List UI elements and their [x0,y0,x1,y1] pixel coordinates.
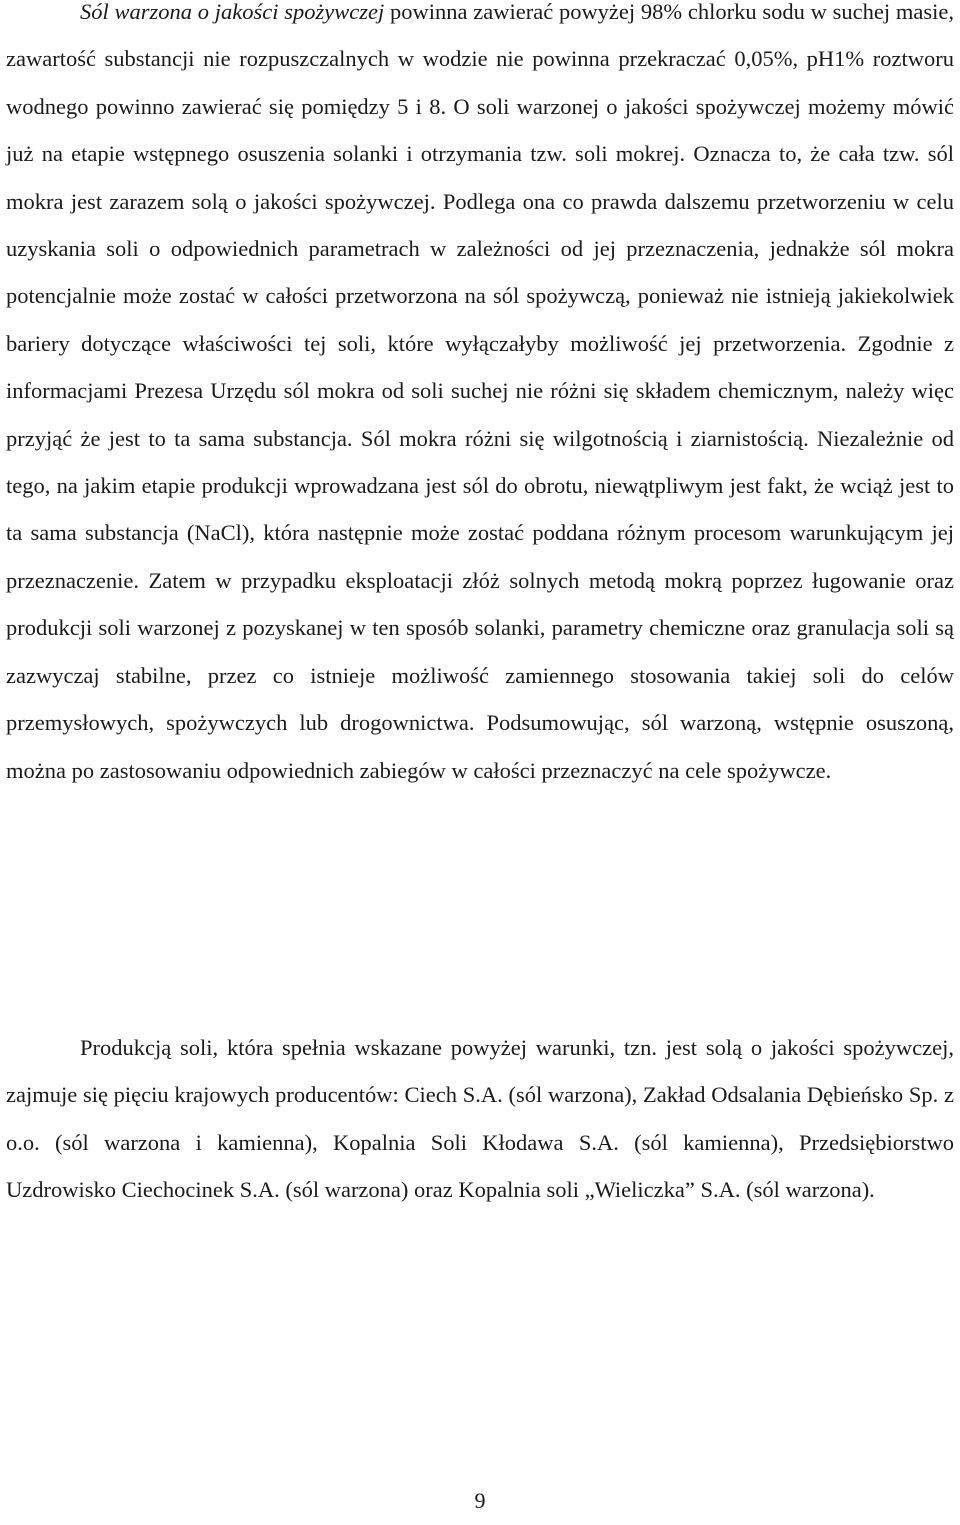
paragraph-emphasis: Sól warzona o jakości spożywczej [80,0,385,24]
paragraph-body: Produkcją soli, która spełnia wskazane powyżej warunki, tzn. jest solą o jakości spożywczej, zajmuje się pięciu krajowych producentów: Ciech S.A. (sól warzona), Zakład Odsalania Dębieńsko Sp. z o.o. (sól warzona i kamienna), Kopalnia Soli Kłodawa S.A. (sól kamienna), Przedsiębiorstwo Uzdrowisko Ciechocinek S.A. (sól warzona) oraz Kopalnia soli „Wieliczka” S.A. (sól warzona). [6,1035,954,1203]
document-page [6,0,954,1525]
page-number: 9 [474,1488,486,1513]
paragraph-body: powinna zawierać powyżej 98% chlorku sodu w suchej masie, zawartość substancji nie rozpuszczalnych w wodzie nie powinna przekraczać 0,05%, pH1% roztworu wodnego powinno zawierać się pomiędzy 5 i 8. O soli warzonej o jakości spożywczej możemy mówić już na etapie wstępnego osuszenia solanki i otrzymania tzw. soli mokrej. Oznacza to, że cała tzw. sól mokra jest zarazem solą o jakości spożywczej. Podlega ona co prawda dalszemu przetworzeniu w celu uzyskania soli o odpowiednich parametrach w zależności od jej przeznaczenia, jednakże sól mokra potencjalnie może zostać w całości przetworzona na sól spożywczą, ponieważ nie istnieją jakiekolwiek bariery dotyczące właściwości tej soli, które wyłączałyby możliwość jej przetworzenia. Zgodnie z informacjami Prezesa Urzędu sól mokra od soli suchej nie różni się składem chemicznym, należy więc przyjąć że jest to ta sama substancja. Sól mokra różni się wilgotnością i ziarnistością. Niezależnie od tego, na jakim etapie produkcji wprowadzana jest sól do obrotu, niewątpliwym jest fakt, że wciąż jest to ta sama substancja (NaCl), która następnie może zostać poddana różnym procesom warunkującym jej przeznaczenie. Zatem w przypadku eksploatacji złóż solnych metodą mokrą poprzez ługowanie oraz produkcji soli warzonej z pozyskanej w ten sposób solanki, parametry chemiczne oraz granulacja soli są zazwyczaj stabilne, przez co istnieje możliwość zamiennego stosowania takiej soli do celów przemysłowych, spożywczych lub drogownictwa. Podsumowując, sól warzoną, wstępnie osuszoną, można po zastosowaniu odpowiednich zabiegów w całości przeznaczyć na cele spożywcze. [6,0,954,783]
paragraph-salt-quality [6,0,954,794]
paragraph-producers [6,1024,954,1214]
